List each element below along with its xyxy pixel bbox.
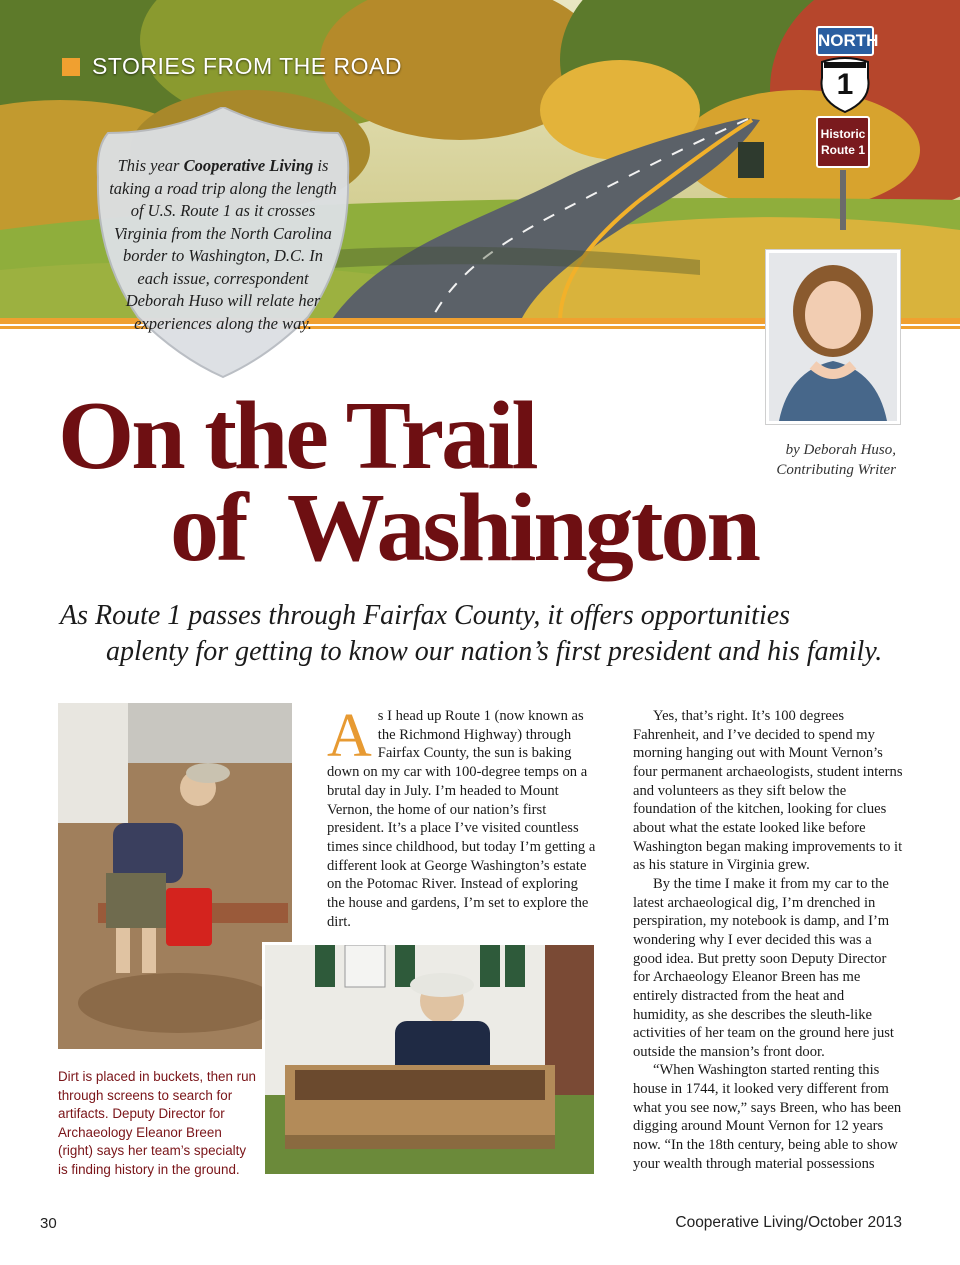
byline-role: Contributing Writer [776,462,896,478]
byline-author: by Deborah Huso, [785,442,896,458]
sign-post [840,170,846,230]
article-title-line-2: of Washington [170,474,758,582]
north-sign: NORTH [816,26,874,56]
body-column-2 [633,707,903,1173]
route-number: 1 [836,68,854,101]
historic-route-sign [816,116,870,168]
author-photo [766,250,900,424]
dig-site-illustration [58,703,292,1049]
drop-cap: A [327,702,372,770]
section-tag [62,53,402,80]
screening-illustration [265,945,594,1174]
body-column-1 [327,702,599,931]
section-tag-label: STORIES FROM THE ROAD [92,53,402,79]
page-number: 30 [40,1215,57,1232]
route-shield-sign [818,56,872,114]
archaeologist-screen-photo [262,942,594,1174]
archaeologist-bucket-photo [58,703,292,1049]
body-paragraph: By the time I make it from my car to the latest archaeological dig, I’m drenched in perspiration, my notebook is damp, and I’m wondering why I ever decided this was a good idea. But pretty soon Deputy Director for Archaeology Eleanor Breen has me entirely distracted from the heat and humidity, as she describes the sleuth-like activities of her team on the ground here just outside the mansion’s front door. [633,875,894,1060]
magazine-footer: Cooperative Living/October 2013 [675,1214,902,1231]
body-paragraph: Yes, that’s right. It’s 100 degrees Fahrenheit, and I’ve decided to spend my morning hanging out with Mount Vernon’s four permanent archaeologists, student interns and volunteers as they sift below the foundation of the kitchen, looking for clues about what the estate looked like before Washington began making improvements to it as his stature in Virginia grew. [633,708,903,874]
intro-shield [88,107,358,379]
deck-line-1: As Route 1 passes through Fairfax County, it offers opportunities [60,600,791,631]
photo-caption: Dirt is placed in buckets, then run through screens to search for artifacts. Deputy Director for Archaeology Eleanor Breen (right) says her team’s specialty is finding history in the ground. [58,1069,256,1177]
article-deck [60,598,940,670]
section-square-icon [62,58,80,76]
author-portrait-illustration [769,253,897,421]
historic-route-label: Historic Route 1 [820,127,866,157]
body-paragraph: “When Washington started renting this house in 1744, it looked very different from what you see now,” says Breen, who has been digging around Mount Vernon for 12 years now. “In the 18th century, being able to show your wealth through material possessions [633,1062,902,1172]
intro-text: This year Cooperative Living is taking a road trip along the length of U.S. Route 1 as it crosses Virginia from the North Carolina border to Washington, D.C. In each issue, correspondent Deborah Huso will relate her experiences along the way. [109,156,337,333]
deck-line-2: aplenty for getting to know our nation’s first president and his family. [106,636,883,667]
body-paragraph: As I head up Route 1 (now known as the Richmond Highway) through Fairfax County, the sun is baking down on my car with 100-degree temps on a brutal day in July. I’m headed to Mount Vernon, the home of our nation’s first president. It’s a place I’ve visited countless times since childhood, but today I’m getting a different look at George Washington’s estate on the Potomac River. Instead of exploring the house and gardens, I’m set to explore the dirt. [327,702,596,930]
magazine-name: Cooperative Living [183,156,314,175]
article-title-line-1: On the Trail [58,382,536,490]
byline [740,440,896,480]
